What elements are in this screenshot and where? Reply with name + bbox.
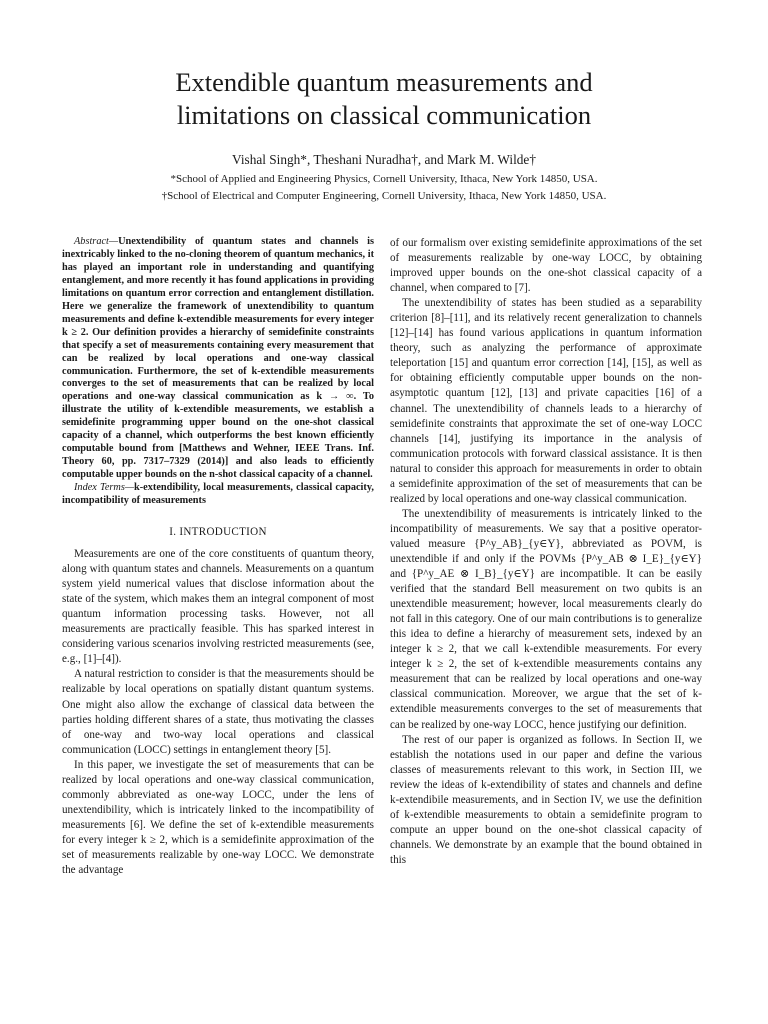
paragraph: The unextendibility of states has been studied as a separability criterion [8]–[11], and its relatively recent generalization to channels [12]–[14] has found various applications in quantum information theory, such as analyzing the performance of approximate teleportation [15] and quantum error correction [14], [15], as well as for obtaining efficiently computable upper bounds on the non-asymptotic quantum [12], [13] and private capacities [16] of a channel. The unextendibility of channels leads to a hierarchy of semidefinite constraints that approximate the set of one-way LOCC channels [14], justifying its importance in the analysis of communication protocols with forward classical assistance. It is then natural to consider this approach for measurements in order to obtain a semidefinite approximation of the set of measurements that can be realized by local operations and one-way classical communication.: [390, 297, 702, 505]
abstract: [62, 236, 374, 482]
paragraph: The rest of our paper is organized as follows. In Section II, we establish the notations used in our paper and define the various classes of measurements relevant to this work, in Section III, we review the ideas of k-extendibility of states and channels and define k-extendibile measurements, and in Section IV, we use the definition of k-extendible measurements to obtain a semidefinite program to compute an upper bound on the one-shot classical capacity of channels. We demonstrate by an example that the bound obtained in this: [390, 733, 702, 866]
abstract-text: Unextendibility of quantum states and channels is inextricably linked to the no-cloning theorem of quantum mechanics, it has played an important role in understanding and quantifying entanglement, and more recently it has found applications in providing limitations on quantum error correction and entanglement distillation. Here we generalize the framework of unextendibility to quantum measurements and define k-extendible measurements for every integer k ≥ 2. Our definition provides a hierarchy of semidefinite constraints that specify a set of measurements containing every measurement that can be realized by local operations and one-way classical communication. Furthermore, the set of k-extendible measurements converges to the set of measurements that can be realized by local operations and one-way classical communication as k → ∞. To illustrate the utility of k-extendible measurements, we establish a semidefinite programming upper bound on the one-shot classical capacity of a channel, which outperforms the best known efficiently computable bound from [Matthews and Wehner, IEEE Trans. Inf. Theory 60, pp. 7317–7329 (2014)] and also leads to efficiently computable upper bounds on the n-shot classical capacity of a channel.: [62, 236, 374, 481]
affiliation-1: *School of Applied and Engineering Physics, Cornell University, Ithaca, New York 14850, USA.: [170, 173, 598, 185]
index-terms-label: Index Terms—: [74, 482, 135, 494]
abstract-label: Abstract—: [74, 236, 119, 247]
title-line-1: Extendible quantum measurements and: [175, 67, 593, 97]
affiliation-2: †School of Electrical and Computer Engineering, Cornell University, Ithaca, New York 14850, USA.: [161, 190, 607, 202]
index-terms-text: k-extendibility, local measurements, classical capacity, incompatibility of measurements: [62, 482, 374, 507]
index-terms: [62, 482, 374, 508]
left-column: [62, 236, 374, 878]
paragraph: of our formalism over existing semidefinite approximations of the set of measurements realizable by one-way LOCC, by obtaining improved upper bounds on the one-shot classical capacity of a channel, when compared to [7].: [390, 237, 702, 295]
author-list: Vishal Singh*, Theshani Nuradha†, and Mark M. Wilde†: [232, 152, 536, 167]
paragraph: A natural restriction to consider is that the measurements should be realizable by local operations on spatially distant quantum systems. One might also allow the exchange of classical data between the parties holding different shares of a state, thus motivating the classes of one-way and two-way local operations and classical communication (LOCC) settings in entanglement theory [5].: [62, 668, 374, 756]
paper-title: [0, 66, 768, 132]
paragraph: In this paper, we investigate the set of measurements that can be realized by local operations and one-way classical communication, commonly abbreviated as one-way LOCC, under the lens of unextendibility, which is intricately linked to the incompatibility of measurements [6]. We define the set of k-extendible measurements for every integer k ≥ 2, which is a semidefinite approximation of the set of measurements realizable by one-way LOCC. We demonstrate the advantage: [62, 758, 374, 877]
section-heading: I. INTRODUCTION: [169, 526, 267, 539]
paragraph: Measurements are one of the core constituents of quantum theory, along with quantum states and channels. Measurements on a quantum system yield numerical values that disclose information about the state of the system, which makes them an integral component of most quantum information processing tasks. However, not all measurements are practically feasible. This has sparked interest in considering various scenarios involving restricted measurements (see, e.g., [1]–[4]).: [62, 548, 374, 666]
right-column: [390, 236, 702, 868]
title-line-2: limitations on classical communication: [176, 100, 592, 130]
paragraph: The unextendibility of measurements is intricately linked to the incompatibility of measurements. We say that a positive operator-valued measure {P^y_AB}_{y∈Y}, abbreviated as POVM, is unextendible if and only if the POVMs {P^y_AB ⊗ I_E}_{y∈Y} and {P^y_AE ⊗ I_B}_{y∈Y} are incompatible. It can be easily verified that the standard Bell measurement on two qubits is an unextendible measurement; however, local measurements clearly do not fall in this category. One of our main contributions is to generalize this idea to define a hierarchy of measurement sets, indexed by an integer k ≥ 2, that we call k-extendible measurements. For every integer k ≥ 2, the set of k-extendible measurements contains any measurement that can be realized by local operations and one-way classical communication. Moreover, we argue that the set of k-extendible measurements converges to the set of measurements that can be realized by one-way LOCC, hence justifying our definition.: [390, 507, 702, 731]
